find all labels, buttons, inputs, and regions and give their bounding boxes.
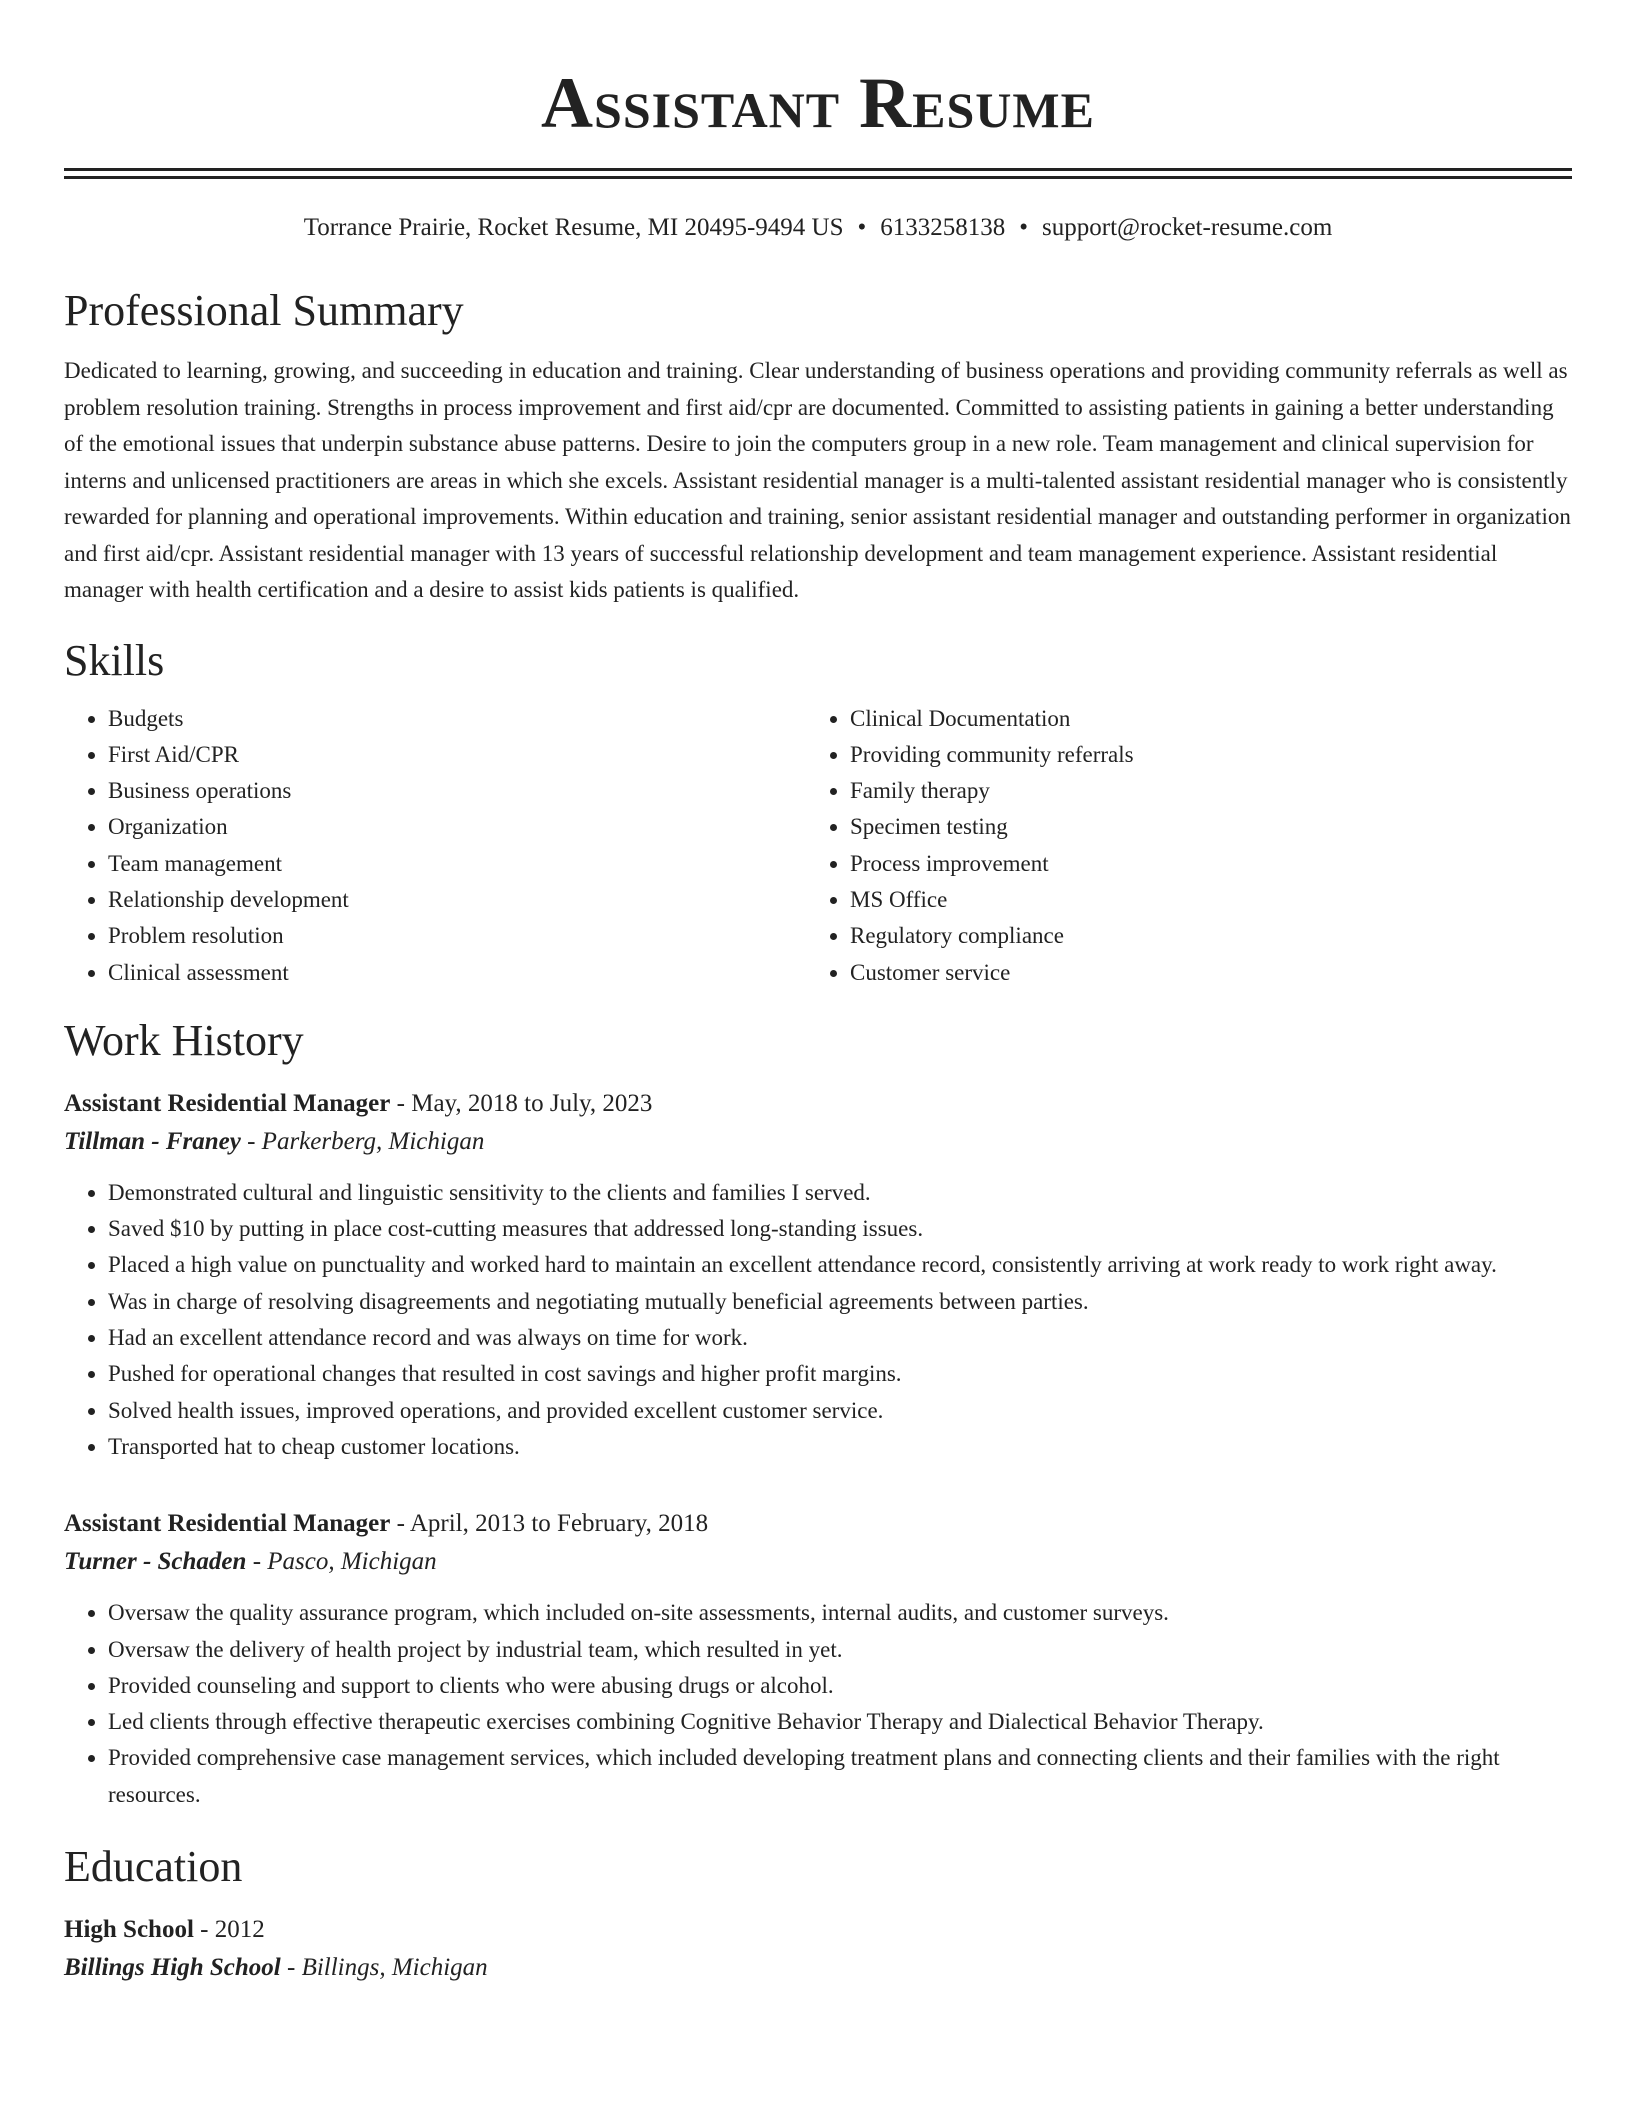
- job-bullets: [64, 1175, 1572, 1465]
- job-bullet: • Provided counseling and support to clients who were abusing drugs or alcohol.: [108, 1668, 1572, 1704]
- skill-item: • Organization: [108, 809, 806, 845]
- education-school: Billings High School: [64, 1954, 281, 1982]
- job-company: Tillman - Franey: [64, 1127, 241, 1155]
- contact-line: [64, 211, 1572, 245]
- job-dates: - April, 2013 to February, 2018: [390, 1510, 709, 1538]
- skill-item: • Clinical assessment: [108, 955, 806, 991]
- skill-item: • Process improvement: [850, 846, 1548, 882]
- job-location: - Parkerberg, Michigan: [240, 1127, 485, 1155]
- resume-title: Assistant Resume: [541, 63, 1095, 143]
- job-bullet: • Oversaw the delivery of health project by industrial team, which resulted in yet.: [108, 1632, 1572, 1668]
- job-bullet: • Was in charge of resolving disagreements and negotiating mutually beneficial agreements between parties.: [108, 1284, 1572, 1320]
- title-divider: [64, 168, 1572, 179]
- job-bullet: • Demonstrated cultural and linguistic sensitivity to the clients and families I served.: [108, 1175, 1572, 1211]
- contact-separator: •: [1019, 214, 1029, 241]
- job-bullet: • Pushed for operational changes that resulted in cost savings and higher profit margins.: [108, 1356, 1572, 1392]
- contact-phone: 6133258138: [880, 214, 1006, 241]
- education-entry: [64, 1911, 1572, 1987]
- skill-item: • Providing community referrals: [850, 737, 1548, 773]
- skill-item: • Problem resolution: [108, 918, 806, 954]
- skill-item: • Team management: [108, 846, 806, 882]
- job-company: Turner - Schaden: [64, 1548, 247, 1576]
- job-bullet: • Saved $10 by putting in place cost-cutting measures that addressed long-standing issues.: [108, 1211, 1572, 1247]
- summary-heading: Professional Summary: [64, 286, 464, 335]
- job-bullet: • Solved health issues, improved operations, and provided excellent customer service.: [108, 1393, 1572, 1429]
- job-location: - Pasco, Michigan: [246, 1548, 437, 1576]
- skill-item: • Relationship development: [108, 882, 806, 918]
- skills-heading: Skills: [64, 635, 165, 685]
- job-bullet: • Had an excellent attendance record and was always on time for work.: [108, 1320, 1572, 1356]
- job-header: [64, 1085, 1572, 1161]
- job-dates: - May, 2018 to July, 2023: [390, 1089, 653, 1117]
- job-title: Assistant Residential Manager: [64, 1089, 391, 1117]
- skill-item: • Budgets: [108, 701, 806, 737]
- contact-address: Torrance Prairie, Rocket Resume, MI 20495-9494 US: [303, 214, 844, 241]
- job-bullet: • Transported hat to cheap customer locations.: [108, 1429, 1572, 1465]
- education-degree: High School: [64, 1916, 194, 1944]
- skill-item: • Regulatory compliance: [850, 918, 1548, 954]
- job-bullets: [64, 1595, 1572, 1813]
- skill-item: • Specimen testing: [850, 809, 1548, 845]
- job-title: Assistant Residential Manager: [64, 1510, 391, 1538]
- skills-list: [64, 701, 1572, 991]
- education-heading: Education: [64, 1842, 243, 1892]
- skill-item: • First Aid/CPR: [108, 737, 806, 773]
- contact-email: support@rocket-resume.com: [1042, 214, 1333, 241]
- resume-page: [64, 0, 1572, 1987]
- job-bullet: • Led clients through effective therapeutic exercises combining Cognitive Behavior Therapy and Dialectical Behavior Therapy.: [108, 1704, 1572, 1740]
- work-history-heading: Work History: [64, 1015, 304, 1065]
- skill-item: • MS Office: [850, 882, 1548, 918]
- job-header: [64, 1505, 1572, 1581]
- skill-item: • Clinical Documentation: [850, 701, 1548, 737]
- skills-column-left: [64, 701, 806, 991]
- summary-text: Dedicated to learning, growing, and succeeding in education and training. Clear understanding of business operations and providing community referrals as well as problem resolution training. Strengths in process improvement and first aid/cpr are documented. Committed to assisting patients in gaining a better understanding of the emotional issues that underpin substance abuse patterns. Desire to join the computers group in a new role. Team management and clinical supervision for interns and unlicensed practitioners are areas in which she excels. Assistant residential manager is a multi-talented assistant residential manager who is consistently rewarded for planning and operational improvements. Within education and training, senior assistant residential manager and outstanding performer in organization and first aid/cpr. Assistant residential manager with 13 years of successful relationship development and team management experience. Assistant residential manager with health certification and a desire to assist kids patients is qualified.: [64, 358, 1571, 602]
- skill-item: • Family therapy: [850, 773, 1548, 809]
- skill-item: • Customer service: [850, 955, 1548, 991]
- skill-item: • Business operations: [108, 773, 806, 809]
- contact-separator: •: [857, 214, 867, 241]
- job-bullet: • Placed a high value on punctuality and worked hard to maintain an excellent attendance record, consistently arriving at work ready to work right away.: [108, 1247, 1572, 1283]
- education-year: - 2012: [193, 1916, 265, 1944]
- skills-column-right: [806, 701, 1548, 991]
- education-location: - Billings, Michigan: [280, 1954, 488, 1982]
- job-bullet: • Oversaw the quality assurance program, which included on-site assessments, internal audits, and customer surveys.: [108, 1595, 1572, 1631]
- job-bullet: • Provided comprehensive case management services, which included developing treatment plans and connecting clients and their families with the right resources.: [108, 1740, 1572, 1813]
